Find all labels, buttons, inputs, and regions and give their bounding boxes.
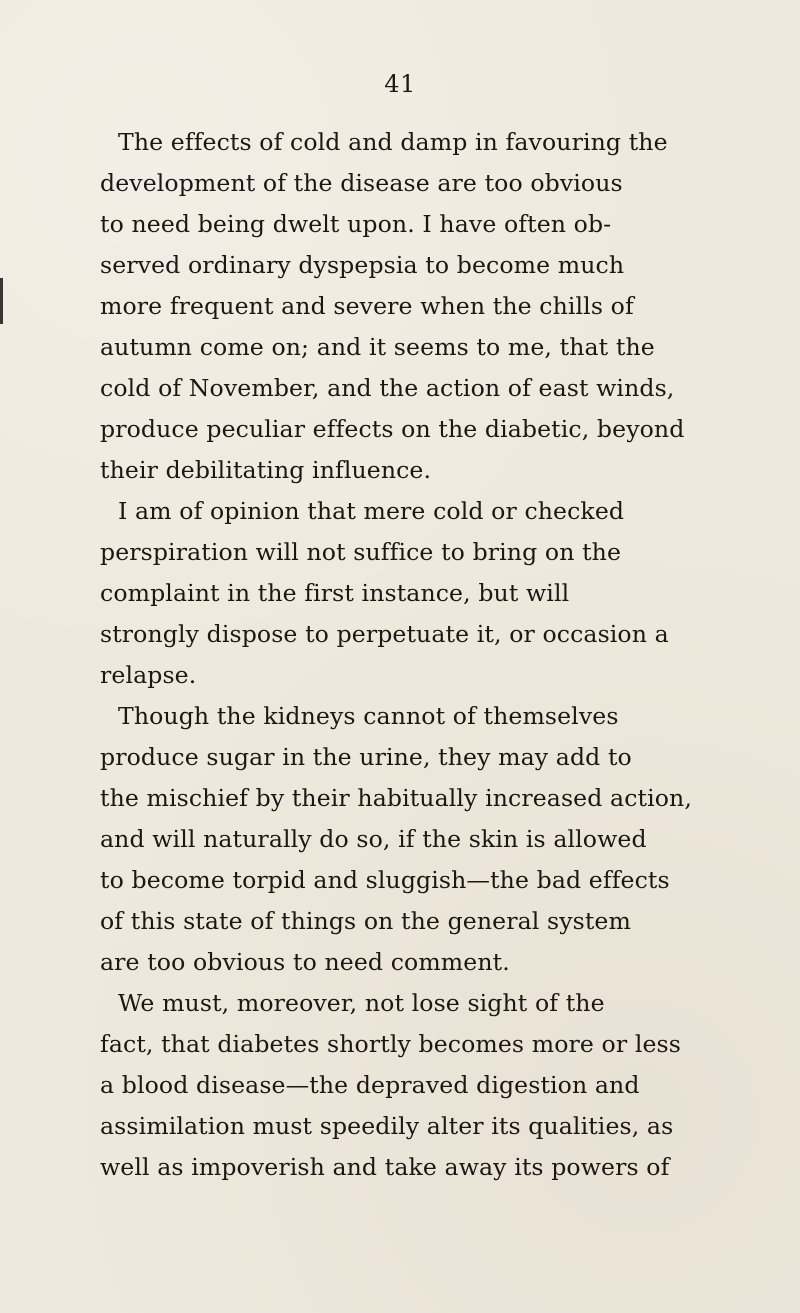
page-number: 41 [384, 70, 416, 98]
text-line-9: their debilitating influence. [100, 456, 432, 484]
text-line-1: The effects of cold and damp in favouring the [118, 128, 668, 156]
text-line-5: more frequent and severe when the chills of [100, 292, 634, 320]
text-line-3: to need being dwelt upon. I have often ob- [100, 210, 612, 238]
text-line-6: autumn come on; and it seems to me, that the [100, 333, 655, 361]
text-line-11: perspiration will not suffice to bring on the [100, 538, 622, 566]
text-line-4: served ordinary dyspepsia to become much [100, 251, 625, 279]
text-line-21: are too obvious to need comment. [100, 948, 510, 976]
margin-mark [0, 278, 3, 324]
text-line-16: produce sugar in the urine, they may add to [100, 743, 632, 771]
text-line-17: the mischief by their habitually increased action, [100, 784, 692, 812]
text-line-7: cold of November, and the action of east winds, [100, 374, 675, 402]
text-line-15: Though the kidneys cannot of themselves [118, 702, 619, 730]
text-line-22: We must, moreover, not lose sight of the [118, 989, 605, 1017]
text-line-10: I am of opinion that mere cold or checked [118, 497, 625, 525]
text-line-25: assimilation must speedily alter its qualities, as [100, 1112, 674, 1140]
text-line-12: complaint in the first instance, but will [100, 579, 570, 607]
text-line-20: of this state of things on the general system [100, 907, 631, 935]
text-line-14: relapse. [100, 661, 197, 689]
text-line-8: produce peculiar effects on the diabetic, beyond [100, 415, 685, 443]
text-line-23: fact, that diabetes shortly becomes more or less [100, 1030, 681, 1058]
text-line-19: to become torpid and sluggish—the bad effects [100, 866, 670, 894]
text-line-26: well as impoverish and take away its powers of [100, 1153, 670, 1181]
text-line-18: and will naturally do so, if the skin is allowed [100, 825, 647, 853]
text-line-2: development of the disease are too obvious [100, 169, 623, 197]
text-line-24: a blood disease—the depraved digestion and [100, 1071, 640, 1099]
text-line-13: strongly dispose to perpetuate it, or occasion a [100, 620, 669, 648]
